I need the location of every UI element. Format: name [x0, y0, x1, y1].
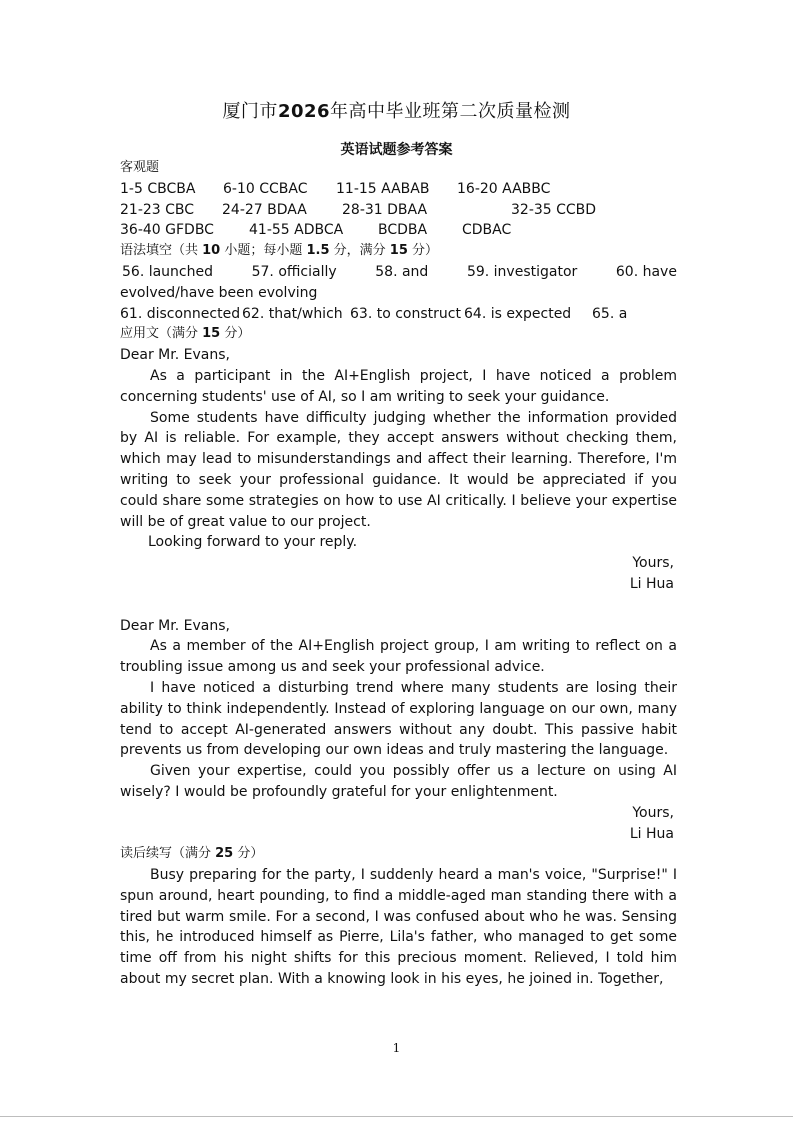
sample-letter-2	[120, 616, 677, 845]
title-suffix: 年高中毕业班第二次质量检测	[330, 101, 571, 122]
letter-closing: Yours,	[632, 804, 674, 821]
letter-signature: Li Hua	[629, 575, 674, 592]
page-title	[0, 97, 793, 123]
answer-group: 21-23 CBC	[120, 201, 195, 218]
answer-group: 6-10 CCBAC	[223, 180, 308, 197]
continuation-paragraph: Busy preparing for the party, I suddenly heard a man's voice, "Surprise!" I spun around, heart pounding, to find a middle-aged man standing there with a tired but warm smile. For a second, I was confused about who he was. Sensing this, he introduced himself as Pierre, Lila's father, who managed to get some time off from his night shifts for this precious moment. Relieved, I told him about my secret plan. With a knowing look in his eyes, he joined in. Together,	[120, 867, 677, 988]
letter-paragraph: As a member of the AI+English project group, I am writing to reflect on a troubling issue among us and seek your professional advice.	[120, 638, 677, 676]
answer-group: 32-35 CCBD	[511, 201, 597, 218]
grammar-answer: 57. officially	[251, 263, 337, 280]
title-prefix: 厦门市	[222, 101, 278, 122]
answer-content	[120, 158, 677, 990]
grammar-answer: 60. have	[615, 263, 677, 280]
grammar-answer: 58. and	[375, 263, 429, 280]
answer-group: CDBAC	[462, 222, 512, 239]
letter-paragraph: As a participant in the AI+English project, I have noticed a problem concerning students' use of AI, so I am writing to seek your guidance.	[120, 367, 677, 405]
spacer	[120, 595, 677, 616]
answer-group: 41-55 ADBCA	[249, 222, 344, 239]
letter-paragraph: Some students have difficulty judging whether the information provided by AI is reliable. For example, they accept answers without checking them, which may lead to misunderstandings and affect their learning. Therefore, I'm writing to seek your professional guidance. It would be appreciated if you could share some strategies on how to use AI critically. I believe your expertise will be of great value to our project.	[120, 409, 677, 530]
grammar-row-2	[120, 304, 677, 325]
sample-letter-1	[120, 345, 677, 595]
letter-paragraph: Given your expertise, could you possibly offer us a lecture on using AI wisely? I would be profoundly grateful for your enlightenment.	[120, 763, 677, 800]
grammar-row-1-continued: evolved/have been evolving	[120, 284, 318, 301]
continuation-heading: 读后续写（满分 25 分）	[120, 846, 264, 862]
answer-group: 24-27 BDAA	[222, 201, 307, 218]
title-year: 2026	[277, 101, 331, 122]
objective-row-3	[120, 220, 677, 241]
answer-group: 36-40 GFDBC	[120, 222, 214, 239]
letter-paragraph: Looking forward to your reply.	[148, 534, 358, 551]
grammar-answer: 65. a	[592, 305, 628, 322]
letter-salutation: Dear Mr. Evans,	[120, 617, 230, 634]
letter-salutation: Dear Mr. Evans,	[120, 347, 230, 364]
grammar-answer: 63. to construct	[350, 305, 461, 322]
grammar-answer: 56. launched	[122, 263, 213, 280]
grammar-answer: 64. is expected	[464, 305, 572, 322]
page-number: 1	[392, 1041, 401, 1055]
page-bottom-rule	[0, 1116, 793, 1117]
grammar-answer: 59. investigator	[466, 263, 578, 280]
page-subtitle: 英语试题参考答案	[340, 142, 453, 158]
objective-heading: 客观题	[120, 160, 160, 175]
grammar-answer: 61. disconnected	[120, 305, 241, 322]
objective-row-1	[120, 179, 677, 200]
practical-heading: 应用文（满分 15 分）	[120, 326, 251, 342]
answer-group: BCDBA	[378, 222, 428, 239]
grammar-answer: 62. that/which	[242, 305, 343, 322]
grammar-row-1	[120, 262, 677, 283]
answer-group: 16-20 AABBC	[457, 180, 551, 197]
answer-group: 1-5 CBCBA	[120, 180, 196, 197]
letter-paragraph: I have noticed a disturbing trend where many students are losing their ability to think independently. Instead of exploring language on our own, many tend to accept AI-generated answers without any doubt. This passive habit prevents us from developing our own ideas and truly mastering the language.	[120, 679, 677, 759]
grammar-heading: 语法填空（共 10 小题；每小题 1.5 分，满分 15 分）	[120, 243, 439, 259]
letter-signature: Li Hua	[629, 825, 674, 842]
objective-row-2	[120, 200, 677, 221]
letter-closing: Yours,	[632, 555, 674, 572]
answer-group: 11-15 AABAB	[336, 180, 430, 197]
answer-group: 28-31 DBAA	[342, 201, 428, 218]
